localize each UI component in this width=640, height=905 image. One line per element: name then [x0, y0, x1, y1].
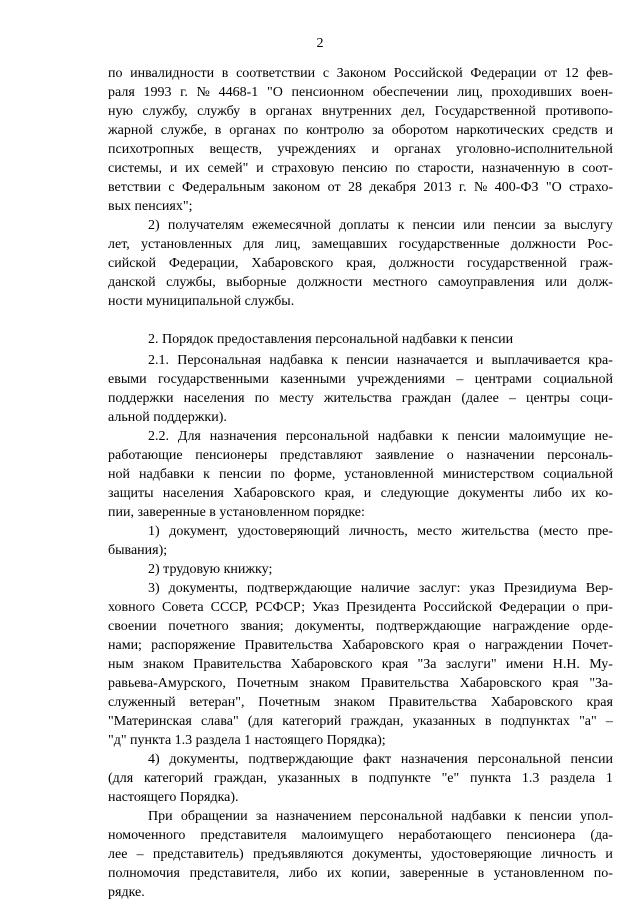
text-line: нами; распоряжение Правительства Хабаровского края о награждении Почет-: [108, 638, 613, 653]
text-line: лет, установленных для лиц, замещавших государственные должности Рос-: [108, 237, 613, 252]
text-line: служенный ветеран", Почетным знаком Правительства Хабаровского края: [108, 695, 613, 710]
text-line: данской службы, выборные должности местного самоуправления или долж-: [108, 275, 613, 290]
text-line: При обращении за назначением персональной надбавки к пенсии упол-: [148, 809, 613, 824]
paragraph: [108, 750, 613, 807]
text-line: своении почетного звания; документы, подтверждающие награждение орде-: [108, 619, 613, 634]
text-line: ховного Совета СССР, РСФСР; Указ Президента Российской Федерации о при-: [108, 600, 613, 615]
text-line: жарной службе, в органах по контролю за оборотом наркотических средств и: [108, 123, 613, 138]
text-line: ветствии с Федеральным законом от 28 декабря 2013 г. № 400-ФЗ "О страхо-: [108, 180, 613, 195]
paragraph: [108, 330, 613, 349]
paragraph: [108, 579, 613, 750]
paragraph: [108, 427, 613, 522]
text-line: лее – представитель) предъявляются документы, удостоверяющие личность и: [108, 847, 613, 862]
text-line: 2) получателям ежемесячной доплаты к пенсии или пенсии за выслугу: [148, 218, 613, 233]
text-line: ной надбавки к пенсии по форме, установленной министерством социальной: [108, 467, 613, 482]
text-line: 2) трудовую книжку;: [148, 562, 273, 577]
text-line: пии, заверенные в установленном порядке:: [108, 505, 365, 520]
text-line: по инвалидности в соответствии с Законом Российской Федерации от 12 фев-: [108, 66, 613, 81]
text-line: ную службу, службу в органах внутренних дел, Государственной противопо-: [108, 104, 613, 119]
text-line: 2.2. Для назначения персональной надбавки к пенсии малоимущие не-: [148, 429, 613, 444]
text-line: 2.1. Персональная надбавка к пенсии назначается и выплачивается кра-: [148, 353, 613, 368]
text-line: ности муниципальной службы.: [108, 294, 295, 309]
text-line: поддержки населения по месту жительства граждан (далее – центры соци-: [108, 391, 613, 406]
text-line: защиты населения Хабаровского края, и следующие документы либо их ко-: [108, 486, 613, 501]
text-line: полномочия представителя, либо их копии, заверенные в установленном по-: [108, 866, 613, 881]
page-number: 2: [316, 36, 324, 51]
text-line: 1) документ, удостоверяющий личность, место жительства (место пре-: [148, 524, 613, 539]
section-gap: [108, 311, 613, 330]
text-line: психотропных веществ, учреждениях и органах уголовно-исполнительной: [108, 142, 613, 157]
paragraph: [108, 560, 613, 579]
text-line: настоящего Порядка).: [108, 790, 239, 805]
text-line: 2. Порядок предоставления персональной надбавки к пенсии: [148, 332, 514, 347]
paragraph: [108, 64, 613, 216]
text-line: "Материнская слава" (для категорий граждан, указанных в подпунктах "а" –: [108, 714, 613, 729]
text-line: (для категорий граждан, указанных в подпункте "е" пункта 1.3 раздела 1: [108, 771, 613, 786]
paragraph: [108, 807, 613, 902]
document-body: [108, 64, 613, 902]
text-line: 4) документы, подтверждающие факт назначения персональной пенсии: [148, 752, 613, 767]
paragraph: [108, 216, 613, 311]
paragraph: [108, 351, 613, 427]
text-line: альной поддержки).: [108, 410, 227, 425]
text-line: ным знаком Правительства Хабаровского края "За заслуги" имени Н.Н. Му-: [108, 657, 613, 672]
text-line: "д" пункта 1.3 раздела 1 настоящего Порядка);: [108, 733, 386, 748]
text-line: 3) документы, подтверждающие наличие заслуг: указ Президиума Вер-: [148, 581, 613, 596]
text-line: раля 1993 г. № 4468-1 "О пенсионном обеспечении лиц, проходивших воен-: [108, 85, 613, 100]
text-line: работающие пенсионеры представляют заявление о назначении персональ-: [108, 448, 613, 463]
text-line: рядке.: [108, 885, 145, 900]
text-line: сийской Федерации, Хабаровского края, должности государственной граж-: [108, 256, 613, 271]
text-line: бывания);: [108, 543, 168, 558]
text-line: евыми государственными казенными учреждениями – центрами социальной: [108, 372, 613, 387]
text-line: номоченного представителя малоимущего неработающего пенсионера (да-: [108, 828, 613, 843]
text-line: равьева-Амурского, Почетным знаком Правительства Хабаровского края "За-: [108, 676, 613, 691]
text-line: вых пенсиях";: [108, 199, 193, 214]
paragraph: [108, 522, 613, 560]
text-line: системы, и их семей" и страховую пенсию по старости, назначенную в соот-: [108, 161, 613, 176]
